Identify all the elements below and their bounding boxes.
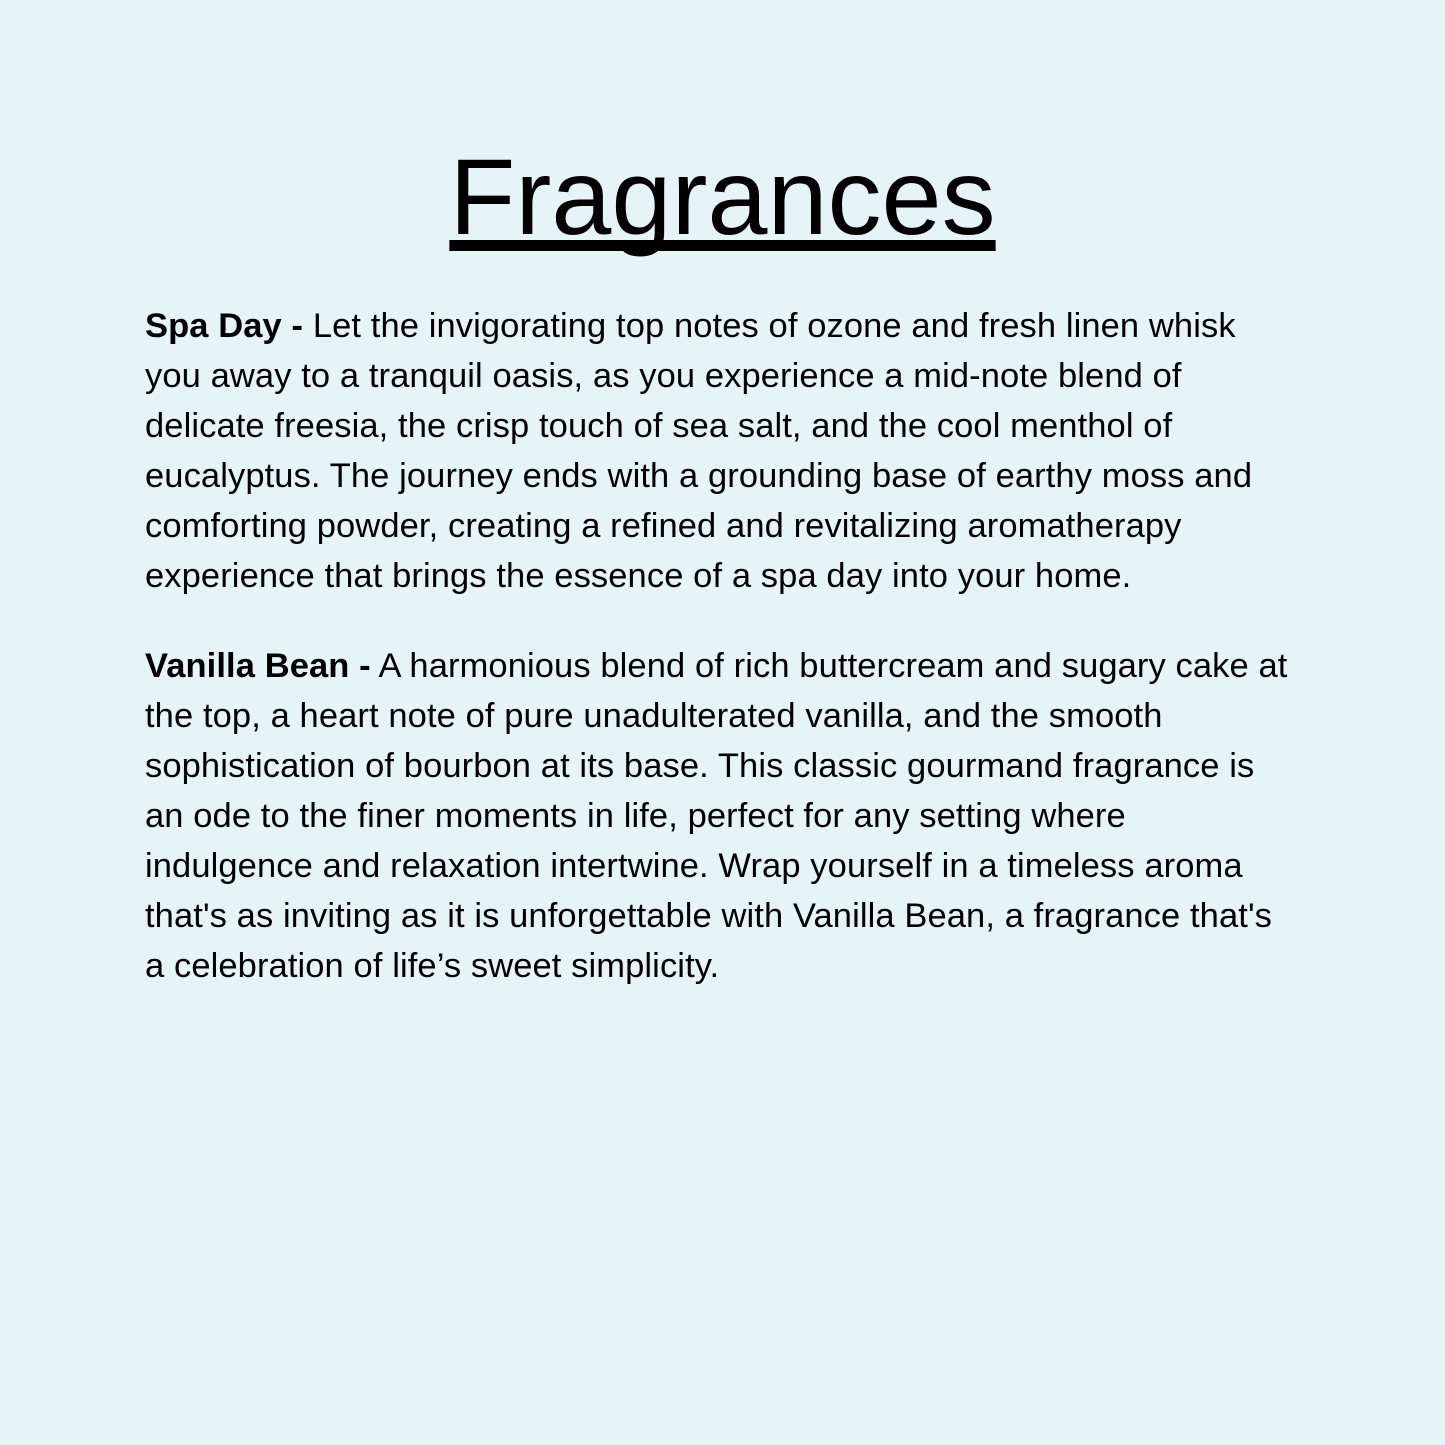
page-title: Fragrances: [449, 136, 996, 257]
fragrance-description: Let the invigorating top notes of ozone and fresh linen whisk you away to a tranquil oasis, as you experience a mid-note blend of delicate freesia, the crisp touch of sea salt, and the cool menthol of eucalyptus. The journey ends with a grounding base of earthy moss and comforting powder, creating a refined and revitalizing aromatherapy experience that brings the essence of a spa day into your home.: [145, 307, 1253, 595]
fragrance-list: [145, 301, 1300, 991]
fragrance-name: Spa Day -: [145, 307, 304, 345]
fragrance-name: Vanilla Bean -: [145, 647, 371, 685]
fragrance-description: A harmonious blend of rich buttercream and sugary cake at the top, a heart note of pure unadulterated vanilla, and the smooth sophistication of bourbon at its base. This classic gourmand fragrance is an ode to the finer moments in life, perfect for any setting where indulgence and relaxation intertwine. Wrap yourself in a timeless aroma that's as inviting as it is unforgettable with Vanilla Bean, a fragrance that's a celebration of life’s sweet simplicity.: [145, 647, 1288, 985]
fragrance-entry-vanilla-bean: [145, 641, 1300, 991]
fragrance-entry-spa-day: [145, 301, 1300, 601]
